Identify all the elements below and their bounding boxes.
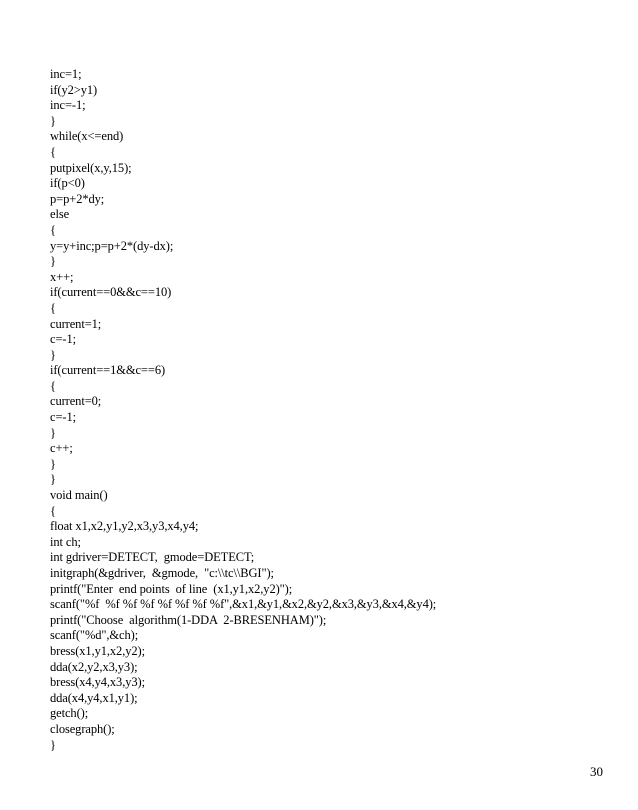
code-line: y=y+inc;p=p+2*(dy-dx); [50,238,174,253]
code-line: c++; [50,441,73,456]
code-line: void main() [50,488,108,503]
code-line: c=-1; [50,410,76,425]
code-line: int gdriver=DETECT, gmode=DETECT; [50,550,255,565]
page-number: 30 [590,764,603,779]
code-line: closegraph(); [50,721,115,736]
code-line: if(p<0) [50,176,85,191]
code-line: current=0; [50,394,102,409]
code-line: { [50,144,56,159]
code-line: current=1; [50,316,102,331]
code-line: { [50,222,56,237]
code-line: p=p+2*dy; [50,191,105,206]
code-line: } [50,472,56,487]
code-line: printf("Enter end points of line (x1,y1,x2,y2)"); [50,581,293,596]
code-line: if(y2>y1) [50,82,98,97]
code-line: if(current==0&&c==10) [50,285,172,300]
code-listing [50,67,436,753]
code-line: } [50,254,56,269]
code-line: dda(x4,y4,x1,y1); [50,690,138,705]
code-line: while(x<=end) [50,129,124,144]
code-line: getch(); [50,706,89,721]
code-line: scanf("%f %f %f %f %f %f %f %f",&x1,&y1,&x2,&y2,&x3,&y3,&x4,&y4); [50,597,437,612]
code-line: } [50,347,56,362]
code-line: int ch; [50,534,81,549]
code-line: inc=-1; [50,98,86,113]
code-line: float x1,x2,y1,y2,x3,y3,x4,y4; [50,519,199,534]
code-line: } [50,113,56,128]
code-line: initgraph(&gdriver, &gmode, "c:\\tc\\BGI"); [50,566,274,580]
code-line: { [50,378,56,393]
code-line: { [50,503,56,518]
code-line: if(current==1&&c==6) [50,363,166,378]
code-line: } [50,456,56,471]
code-line: bress(x4,y4,x3,y3); [50,675,145,690]
code-line: scanf("%d",&ch); [50,628,139,643]
code-line: inc=1; [50,67,82,81]
code-line: { [50,300,56,315]
code-line: dda(x2,y2,x3,y3); [50,659,138,674]
code-line: printf("Choose algorithm(1-DDA 2-BRESENHAM)"); [50,612,327,627]
code-line: c=-1; [50,332,76,347]
code-line: bress(x1,y1,x2,y2); [50,643,145,658]
code-line: } [50,737,56,752]
code-line: x++; [50,269,74,284]
code-line: else [50,207,70,222]
code-line: } [50,425,56,440]
code-line: putpixel(x,y,15); [50,160,132,175]
